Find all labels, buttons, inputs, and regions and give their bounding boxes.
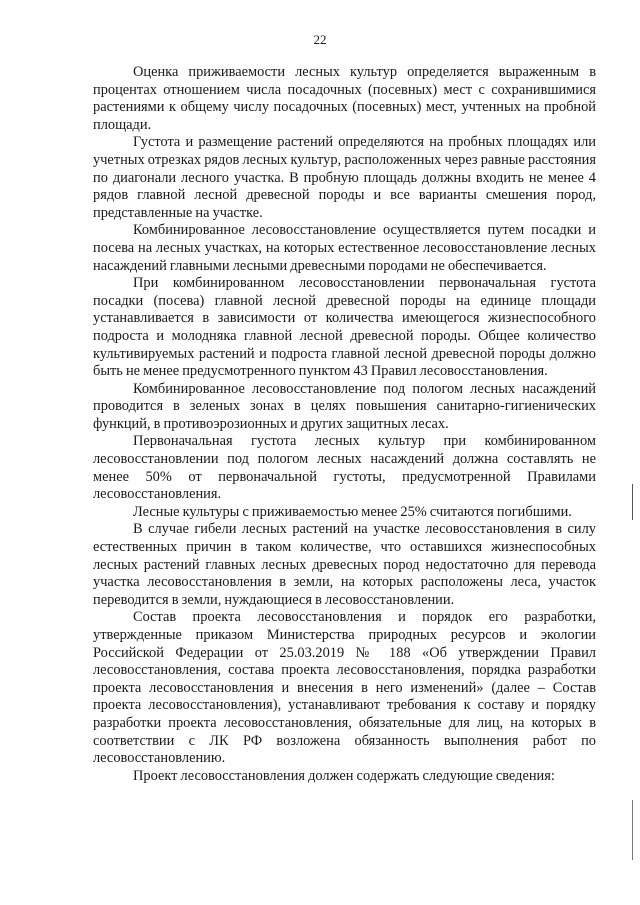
paragraph-project-composition: Состав проекта лесовосстановления и порядок его разработки, утвержденные приказом Министерства природных ресурсов и экологии Российской Федерации от 25.03.2019 № 188 «Об утверждении Правил лесовосстановления, состава проекта лесовосстановления, порядка разработки проекта лесовосстановления и внесения в него изменений» (далее – Состав проекта лесовосстановления), устанавливают требования к составу и порядку разработки проекта лесовосстановления, обязательные для лиц, на которых в соответствии с ЛК РФ возложена обязанность выполнения работ по лесовосстановлению. <box>93 609 596 767</box>
paragraph-plant-death: В случае гибели лесных растений на участке лесовосстановления в силу естественных причин в таком количестве, что оставшихся жизнеспособных лесных растений главных лесных древесных пород недостаточно для перевода участка лесовосстановления в земли, на которых расположены леса, участок переводится в земли, нуждающиеся в лесовосстановлении. <box>93 521 596 608</box>
paragraph-under-canopy: Комбинированное лесовосстановление под пологом лесных насаждений проводится в зеленых зонах в целях повышения санитарно-гигиенических функций, в противоэрозионных и других защитных лесах. <box>93 380 596 432</box>
scan-edge-mark <box>632 800 633 860</box>
paragraph-density-placement: Густота и размещение растений определяются на пробных площадях или учетных отрезках рядов лесных культур, расположенных через равные расстояния по диагонали лесного участка. В пробную площадь должны входить не менее 4 рядов главной лесной древесной породы и все варианты смешения пород, представленные на участке. <box>93 134 596 221</box>
scan-edge-mark <box>632 484 633 520</box>
paragraph-canopy-density: Первоначальная густота лесных культур при комбинированном лесовосстановлении под пологом лесных насаждений должна составлять не менее 50% от первоначальной густоты, предусмотренной Правилами лесовосстановления. <box>93 433 596 503</box>
paragraph-dead-cultures: Лесные культуры с приживаемостью менее 25% считаются погибшими. <box>133 503 572 520</box>
page-number: 22 <box>313 32 327 47</box>
paragraph-initial-density: При комбинированном лесовосстановлении первоначальная густота посадки (посева) главной лесной древесной породы на единице площади устанавливается в зависимости от количества имеющегося жизнеспособного подроста и молодняка главной лесной древесной породы. Общее количество культивируемых растений и подроста главной лесной древесной породы должно быть не менее предусмотренного пунктом 43 Правил лесовосстановления. <box>93 275 596 380</box>
paragraph-survival-rate: Оценка приживаемости лесных культур определяется выраженным в процентах отношением числа посадочных (посевных) мест с сохранившимися растениями к общему числу посадочных (посевных) мест, учтенных на пробной площади. <box>93 64 596 133</box>
paragraph-project-contents: Проект лесовосстановления должен содержать следующие сведения: <box>133 767 555 784</box>
document-body <box>93 64 596 785</box>
paragraph-combined-reforestation: Комбинированное лесовосстановление осуществляется путем посадки и посева на лесных участках, на которых естественное лесовосстановление лесных насаждений главными лесными древесными породами не обеспечивается. <box>93 222 596 274</box>
